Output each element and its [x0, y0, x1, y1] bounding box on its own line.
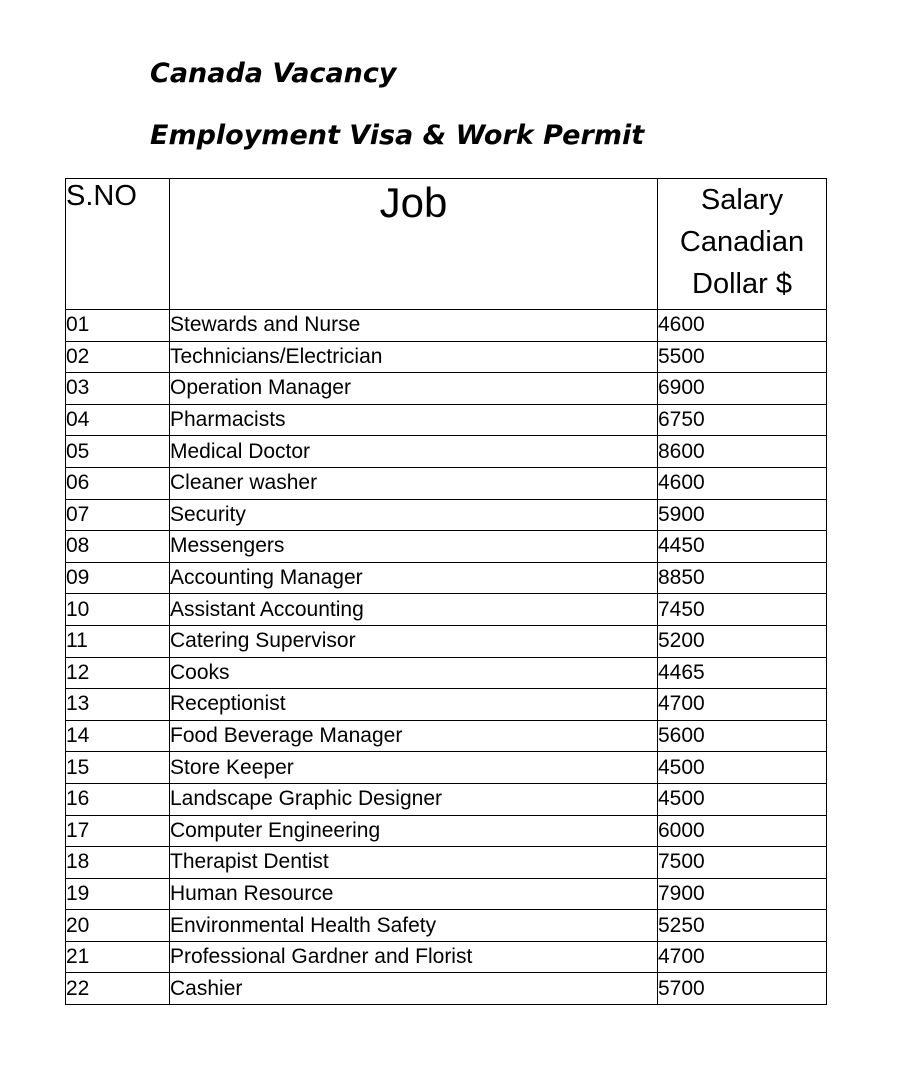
- page-title: Canada Vacancy: [150, 58, 397, 89]
- table-row: [66, 531, 827, 563]
- table-row: [66, 373, 827, 405]
- salary-cell: 8850: [658, 562, 827, 594]
- sno-cell: 06: [66, 467, 170, 499]
- salary-cell: 5250: [658, 910, 827, 942]
- salary-cell: 7450: [658, 594, 827, 626]
- table-row: [66, 910, 827, 942]
- job-cell: Store Keeper: [170, 752, 658, 784]
- sno-cell: 22: [66, 973, 170, 1005]
- header-salary-line: Salary: [700, 184, 784, 216]
- job-cell: Accounting Manager: [170, 562, 658, 594]
- page-subtitle: Employment Visa & Work Permit: [150, 120, 645, 151]
- sno-cell: 03: [66, 373, 170, 405]
- sno-cell: 17: [66, 815, 170, 847]
- salary-cell: 6750: [658, 404, 827, 436]
- table-row: [66, 341, 827, 373]
- salary-cell: 5200: [658, 625, 827, 657]
- sno-cell: 21: [66, 941, 170, 973]
- job-cell: Food Beverage Manager: [170, 720, 658, 752]
- salary-cell: 5500: [658, 341, 827, 373]
- header-job: Job: [170, 179, 658, 310]
- job-cell: Operation Manager: [170, 373, 658, 405]
- table-row: [66, 657, 827, 689]
- salary-cell: 4600: [658, 467, 827, 499]
- job-cell: Human Resource: [170, 878, 658, 910]
- table-row: [66, 941, 827, 973]
- job-cell: Catering Supervisor: [170, 625, 658, 657]
- salary-cell: 4500: [658, 783, 827, 815]
- sno-cell: 07: [66, 499, 170, 531]
- salary-cell: 7900: [658, 878, 827, 910]
- job-cell: Computer Engineering: [170, 815, 658, 847]
- sno-cell: 09: [66, 562, 170, 594]
- salary-cell: 5700: [658, 973, 827, 1005]
- salary-cell: 6000: [658, 815, 827, 847]
- table-row: [66, 973, 827, 1005]
- table-row: [66, 878, 827, 910]
- sno-cell: 15: [66, 752, 170, 784]
- sno-cell: 14: [66, 720, 170, 752]
- table-header: [66, 179, 827, 310]
- salary-cell: 4450: [658, 531, 827, 563]
- table-row: [66, 815, 827, 847]
- header-salary-line: Canadian: [679, 226, 805, 258]
- table-row: [66, 310, 827, 342]
- sno-cell: 11: [66, 625, 170, 657]
- sno-cell: 01: [66, 310, 170, 342]
- job-cell: Receptionist: [170, 689, 658, 721]
- sno-cell: 18: [66, 847, 170, 879]
- table-row: [66, 689, 827, 721]
- header-row: [66, 179, 827, 310]
- job-cell: Landscape Graphic Designer: [170, 783, 658, 815]
- job-cell: Messengers: [170, 531, 658, 563]
- job-cell: Environmental Health Safety: [170, 910, 658, 942]
- table-row: [66, 499, 827, 531]
- sno-cell: 05: [66, 436, 170, 468]
- sno-cell: 08: [66, 531, 170, 563]
- table-row: [66, 404, 827, 436]
- job-cell: Professional Gardner and Florist: [170, 941, 658, 973]
- table-body: [66, 310, 827, 1005]
- salary-cell: 4600: [658, 310, 827, 342]
- job-cell: Assistant Accounting: [170, 594, 658, 626]
- table-row: [66, 625, 827, 657]
- job-cell: Technicians/Electrician: [170, 341, 658, 373]
- vacancy-table: [65, 178, 827, 1005]
- header-salary: [658, 179, 827, 310]
- table-row: [66, 847, 827, 879]
- sno-cell: 12: [66, 657, 170, 689]
- sno-cell: 19: [66, 878, 170, 910]
- salary-cell: 5900: [658, 499, 827, 531]
- job-cell: Pharmacists: [170, 404, 658, 436]
- table-row: [66, 436, 827, 468]
- table-row: [66, 594, 827, 626]
- job-cell: Cleaner washer: [170, 467, 658, 499]
- header-salary-line: Dollar $: [692, 268, 792, 300]
- header-sno: S.NO: [66, 179, 170, 310]
- salary-cell: 7500: [658, 847, 827, 879]
- salary-cell: 4700: [658, 689, 827, 721]
- job-cell: Medical Doctor: [170, 436, 658, 468]
- job-cell: Security: [170, 499, 658, 531]
- sno-cell: 10: [66, 594, 170, 626]
- job-cell: Therapist Dentist: [170, 847, 658, 879]
- table-row: [66, 720, 827, 752]
- job-cell: Cashier: [170, 973, 658, 1005]
- job-cell: Stewards and Nurse: [170, 310, 658, 342]
- sno-cell: 16: [66, 783, 170, 815]
- salary-cell: 6900: [658, 373, 827, 405]
- salary-cell: 4500: [658, 752, 827, 784]
- table-row: [66, 783, 827, 815]
- table-row: [66, 562, 827, 594]
- salary-cell: 8600: [658, 436, 827, 468]
- job-cell: Cooks: [170, 657, 658, 689]
- salary-cell: 4465: [658, 657, 827, 689]
- sno-cell: 13: [66, 689, 170, 721]
- sno-cell: 20: [66, 910, 170, 942]
- table-row: [66, 752, 827, 784]
- salary-cell: 4700: [658, 941, 827, 973]
- sno-cell: 02: [66, 341, 170, 373]
- table-row: [66, 467, 827, 499]
- salary-cell: 5600: [658, 720, 827, 752]
- sno-cell: 04: [66, 404, 170, 436]
